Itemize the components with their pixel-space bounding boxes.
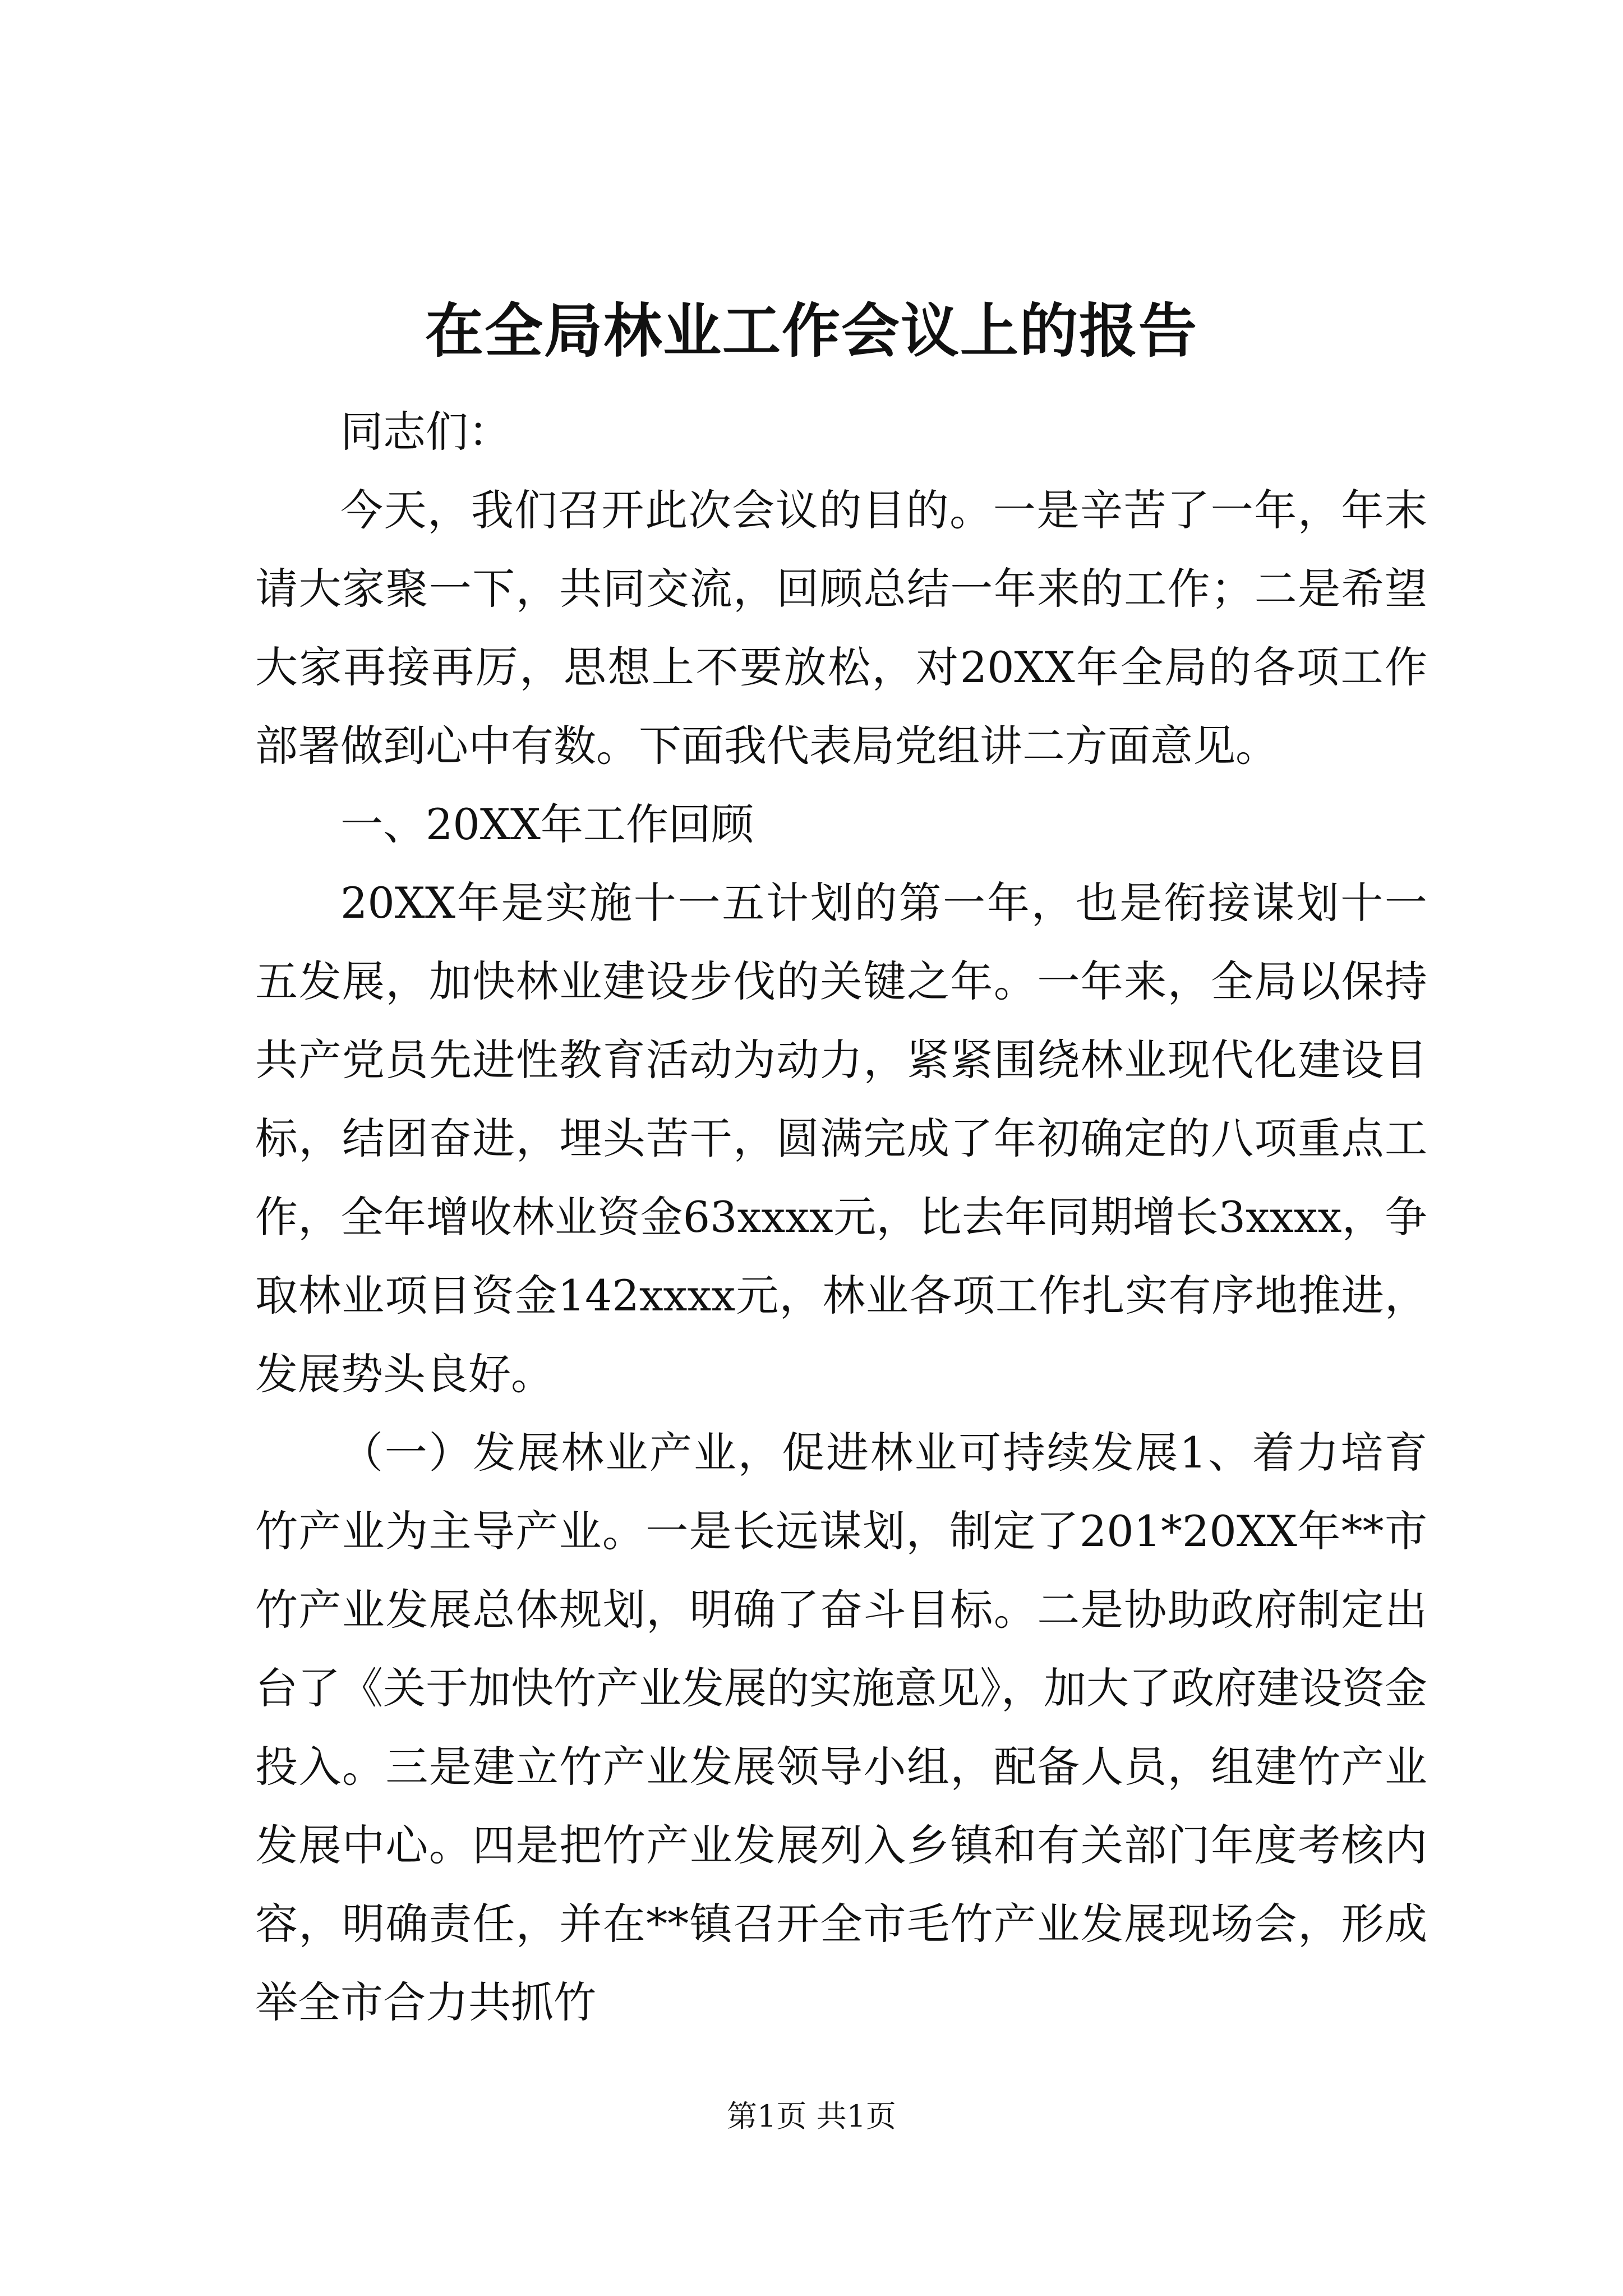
section-heading: 一、20XX年工作回顾 [340, 799, 754, 849]
page-footer: 第1页 共1页 [727, 2099, 896, 2134]
paragraph-intro: 今天，我们召开此次会议的目的。一是辛苦了一年，年末请大家聚一下，共同交流，回顾总结一年来的工作；二是希望大家再接再厉，思想上不要放松，对20XX年全局的各项工作部署做到心中有数。下面我代表局党组讲二方面意见。 [255, 485, 1427, 771]
paragraph-review: 20XX年是实施十一五计划的第一年，也是衔接谋划十一五发展，加快林业建设步伐的关键之年。一年来，全局以保持共产党员先进性教育活动为动力，紧紧围绕林业现代化建设目标，结团奋进，埋头苦干，圆满完成了年初确定的八项重点工作，全年增收林业资金63xxxx元，比去年同期增长3xxxx，争取林业项目资金142xxxx元，林业各项工作扎实有序地推进，发展势头良好。 [255, 878, 1427, 1399]
document-body [255, 393, 1427, 2042]
document-title: 在全局林业工作会议上的报告 [425, 296, 1198, 365]
salutation: 同志们： [340, 407, 511, 457]
paragraph-forestry-industry: （一）发展林业产业，促进林业可持续发展1、着力培育竹产业为主导产业。一是长远谋划，制定了201*20XX年**市竹产业发展总体规划，明确了奋斗目标。二是协助政府制定出台了《关于加快竹产业发展的实施意见》，加大了政府建设资金投入。三是建立竹产业发展领导小组，配备人员，组建竹产业发展中心。四是把竹产业发展列入乡镇和有关部门年度考核内容，明确责任，并在**镇召开全市毛竹产业发展现场会，形成举全市合力共抓竹 [255, 1428, 1427, 2027]
